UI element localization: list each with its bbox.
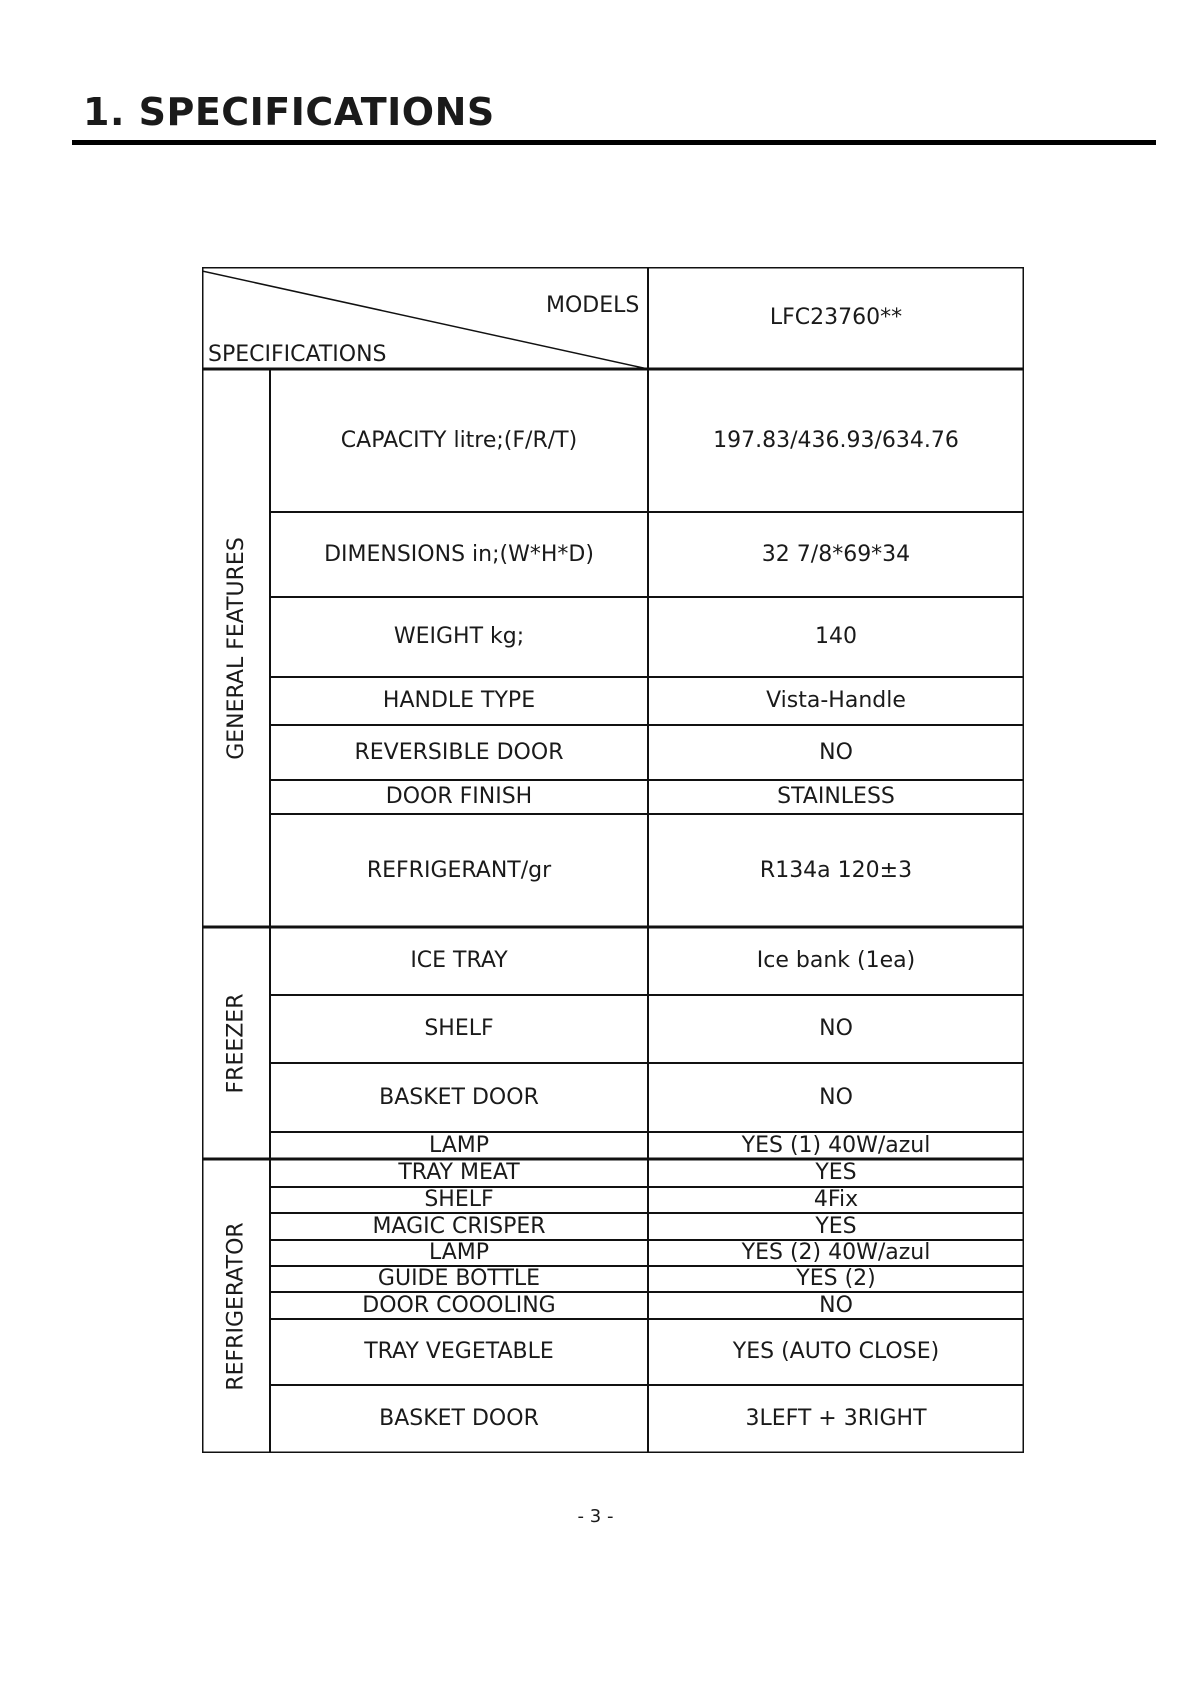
spec-value-cell: YES (2) [796,1266,876,1291]
title-rule [72,140,1156,145]
section-label-refrigerator [202,1159,270,1453]
spec-label-cell: REVERSIBLE DOOR [354,739,564,765]
corner-header-models: MODELS [546,293,640,318]
spec-label-cell: DOOR FINISH [385,784,533,809]
spec-label-cell: SHELF [424,1187,494,1212]
spec-label-cell: BASKET DOOR [379,1084,539,1110]
spec-value-cell: 140 [815,624,857,649]
spec-label-cell: DIMENSIONS in;(W*H*D) [324,541,594,567]
spec-label-cell: TRAY MEAT [398,1160,520,1185]
spec-label-cell: ICE TRAY [410,948,508,973]
spec-label-cell: TRAY VEGETABLE [364,1339,554,1364]
page-title: 1. SPECIFICATIONS [83,90,495,134]
spec-value-cell: YES (1) 40W/azul [741,1132,931,1158]
spec-label-cell: CAPACITY litre;(F/R/T) [340,427,578,453]
spec-value-cell: YES [815,1213,857,1239]
corner-header-specifications: SPECIFICATIONS [208,342,387,367]
spec-label-cell: REFRIGERANT/gr [366,857,552,883]
spec-value-cell: YES [815,1160,857,1185]
spec-value-cell: YES (AUTO CLOSE) [732,1339,940,1364]
spec-label-cell: MAGIC CRISPER [372,1213,546,1239]
spec-value-cell: 3LEFT + 3RIGHT [745,1406,927,1431]
spec-value-cell: 32 7/8*69*34 [761,541,911,567]
model-name: LFC23760** [769,305,903,330]
spec-value-cell: Ice bank (1ea) [756,948,916,973]
spec-value-cell: Vista-Handle [766,688,906,713]
spec-value-cell: NO [819,1084,853,1110]
spec-label-cell: BASKET DOOR [379,1406,539,1431]
spec-value-cell: NO [819,739,853,765]
spec-label-cell: HANDLE TYPE [382,688,536,713]
spec-label-cell: DOOR COOOLING [362,1292,556,1318]
spec-label-cell: WEIGHT kg; [393,624,525,649]
spec-label-cell: GUIDE BOTTLE [377,1266,541,1291]
spec-label-cell: SHELF [424,1016,494,1041]
spec-value-cell: STAINLESS [777,784,895,809]
section-label-text: FREEZER [223,993,249,1093]
section-label-text: GENERAL FEATURES [223,536,249,760]
spec-value-cell: 197.83/436.93/634.76 [713,427,959,453]
spec-value-cell: 4Fix [813,1187,859,1212]
spec-value-cell: NO [819,1292,853,1318]
section-label-text: REFRIGERATOR [223,1221,249,1391]
section-label-general-features [202,369,270,927]
spec-label-cell: LAMP [428,1132,490,1158]
spec-value-cell: YES (2) 40W/azul [741,1240,931,1265]
spec-value-cell: NO [819,1016,853,1041]
specifications-table [202,267,1024,1453]
spec-value-cell: R134a 120±3 [759,857,913,883]
page-number: - 3 - [577,1506,614,1527]
section-label-freezer [202,927,270,1159]
spec-label-cell: LAMP [428,1240,490,1265]
